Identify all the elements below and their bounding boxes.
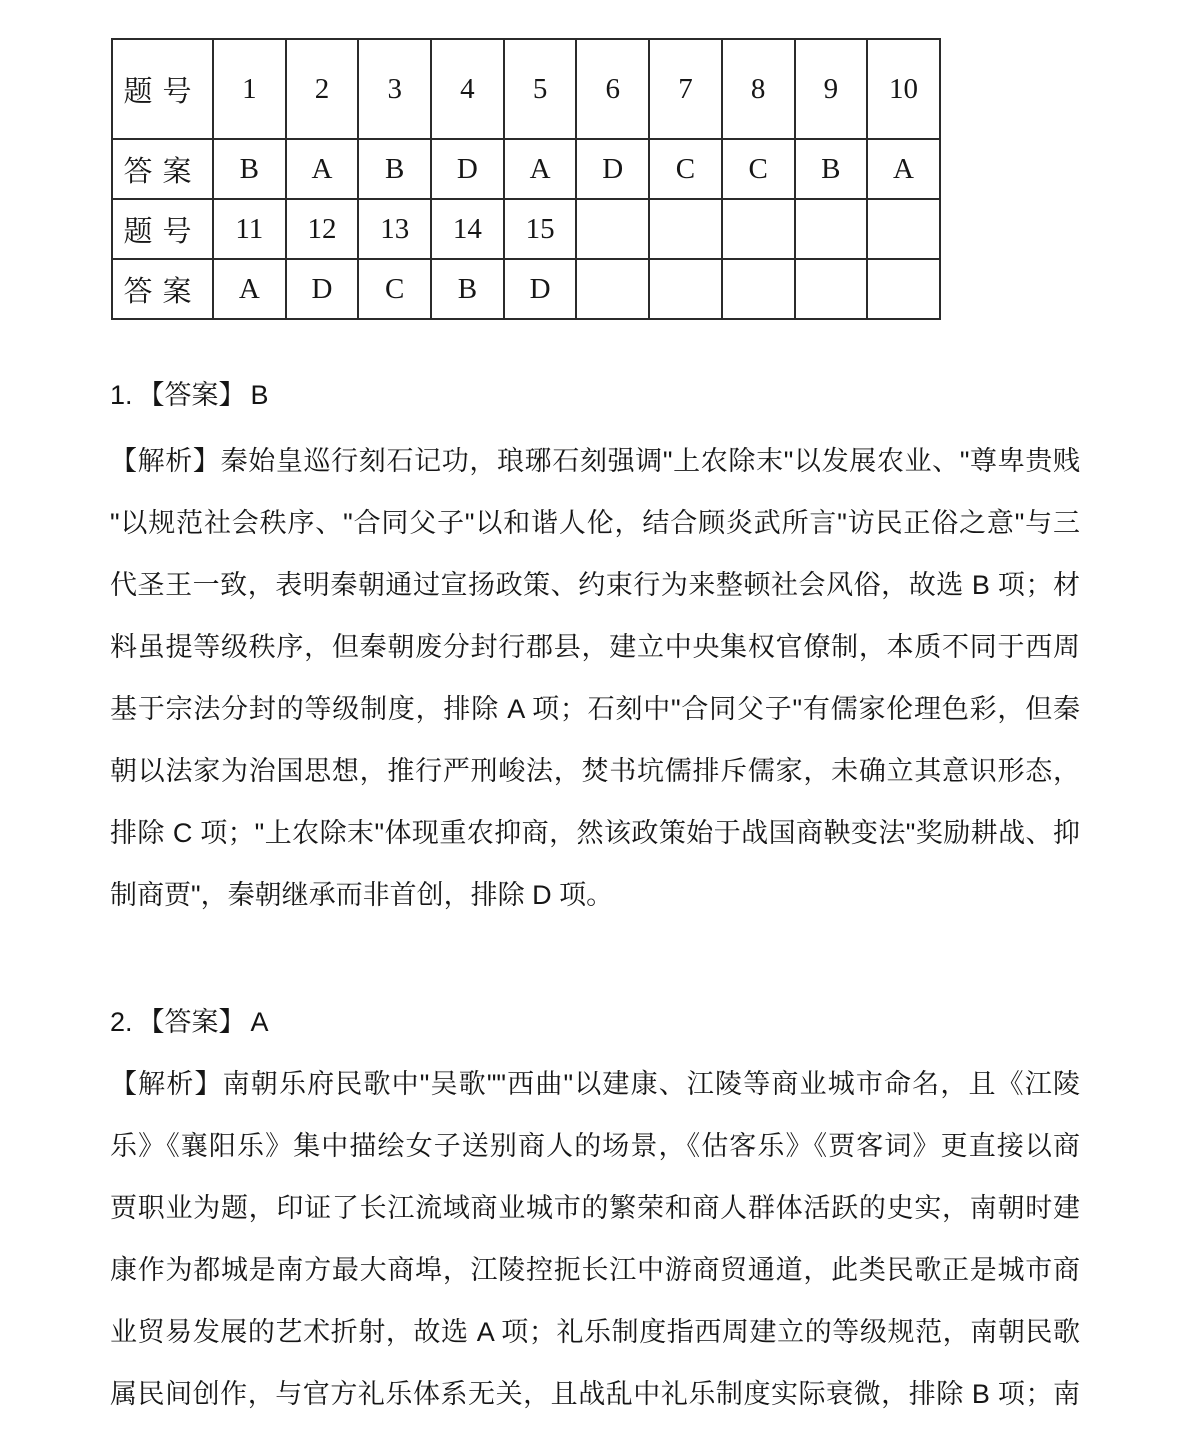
question-number-cell: 12 [286, 199, 359, 259]
empty-cell [649, 199, 722, 259]
answer-cell: D [576, 139, 649, 199]
analysis-line: 代圣王一致，表明秦朝通过宣扬政策、约束行为来整顿社会风俗，故选 B 项；材 [110, 570, 1080, 600]
question-number-cell: 11 [213, 199, 286, 259]
answer-label: 【答案】 [137, 380, 246, 410]
question-number-cell: 8 [722, 39, 795, 139]
analysis-line: 排除 C 项；"上农除末"体现重农抑商，然该政策始于战国商鞅变法"奖励耕战、抑 [110, 818, 1080, 848]
solution-1-heading [110, 375, 1190, 415]
answer-cell: A [213, 259, 286, 319]
empty-cell [795, 259, 868, 319]
analysis-line: 贾职业为题，印证了长江流域商业城市的繁荣和商人群体活跃的史实，南朝时建 [110, 1193, 1080, 1223]
analysis-line: "以规范社会秩序、"合同父子"以和谐人伦，结合顾炎武所言"访民正俗之意"与三 [110, 508, 1080, 538]
answer-value: A [250, 1007, 269, 1037]
answer-value: B [250, 380, 269, 410]
solution-number: 2. [110, 1007, 133, 1037]
row-label-cell: 答案 [112, 139, 213, 199]
answer-key-table [111, 38, 941, 320]
table-row-question-numbers-2 [112, 199, 940, 259]
question-number-cell: 15 [504, 199, 577, 259]
analysis-line: 料虽提等级秩序，但秦朝废分封行郡县，建立中央集权官僚制，本质不同于西周 [110, 632, 1080, 662]
answer-cell: C [358, 259, 431, 319]
answer-cell: A [286, 139, 359, 199]
analysis-line: 康作为都城是南方最大商埠，江陵控扼长江中游商贸通道，此类民歌正是城市商 [110, 1255, 1080, 1285]
question-number-cell: 1 [213, 39, 286, 139]
solution-2-heading [110, 1002, 1190, 1042]
empty-cell [722, 199, 795, 259]
analysis-line: 制商贾"，秦朝继承而非首创，排除 D 项。 [110, 880, 614, 910]
analysis-line: 基于宗法分封的等级制度，排除 A 项；石刻中"合同父子"有儒家伦理色彩，但秦 [110, 694, 1080, 724]
answer-cell: D [431, 139, 504, 199]
question-number-cell: 5 [504, 39, 577, 139]
empty-cell [576, 259, 649, 319]
question-number-cell: 6 [576, 39, 649, 139]
analysis-line: 朝以法家为治国思想，推行严刑峻法，焚书坑儒排斥儒家，未确立其意识形态， [110, 756, 1080, 786]
analysis-line: 乐》《襄阳乐》集中描绘女子送别商人的场景，《估客乐》《贾客词》更直接以商 [110, 1131, 1080, 1161]
answer-cell: B [431, 259, 504, 319]
answer-cell: B [358, 139, 431, 199]
solution-2-analysis [110, 1053, 1080, 1425]
empty-cell [649, 259, 722, 319]
row-label-cell: 题号 [112, 199, 213, 259]
question-number-cell: 3 [358, 39, 431, 139]
row-label-cell: 答案 [112, 259, 213, 319]
answer-cell: D [286, 259, 359, 319]
question-number-cell: 14 [431, 199, 504, 259]
answer-cell: D [504, 259, 577, 319]
analysis-line: 【解析】南朝乐府民歌中"吴歌""西曲"以建康、江陵等商业城市命名，且《江陵 [110, 1069, 1080, 1099]
empty-cell [795, 199, 868, 259]
solution-1-analysis [110, 430, 1080, 926]
question-number-cell: 9 [795, 39, 868, 139]
empty-cell [722, 259, 795, 319]
analysis-line: 属民间创作，与官方礼乐体系无关，且战乱中礼乐制度实际衰微，排除 B 项；南 [110, 1379, 1080, 1409]
answer-cell: B [213, 139, 286, 199]
question-number-cell: 13 [358, 199, 431, 259]
answer-cell: C [722, 139, 795, 199]
solution-2 [0, 1002, 1190, 1425]
question-number-cell: 4 [431, 39, 504, 139]
empty-cell [867, 259, 940, 319]
solution-1 [0, 375, 1190, 926]
row-label-cell: 题号 [112, 39, 213, 139]
question-number-cell: 2 [286, 39, 359, 139]
question-number-cell: 10 [867, 39, 940, 139]
empty-cell [576, 199, 649, 259]
empty-cell [867, 199, 940, 259]
answer-cell: A [504, 139, 577, 199]
analysis-line: 【解析】秦始皇巡行刻石记功，琅琊石刻强调"上农除末"以发展农业、"尊卑贵贱 [110, 446, 1080, 476]
analysis-line: 业贸易发展的艺术折射，故选 A 项；礼乐制度指西周建立的等级规范，南朝民歌 [110, 1317, 1080, 1347]
answer-cell: A [867, 139, 940, 199]
question-number-cell: 7 [649, 39, 722, 139]
table-row-question-numbers-1 [112, 39, 940, 139]
solution-number: 1. [110, 380, 133, 410]
table-row-answers-2 [112, 259, 940, 319]
answer-label: 【答案】 [137, 1007, 246, 1037]
answer-cell: B [795, 139, 868, 199]
table-row-answers-1 [112, 139, 940, 199]
answer-cell: C [649, 139, 722, 199]
